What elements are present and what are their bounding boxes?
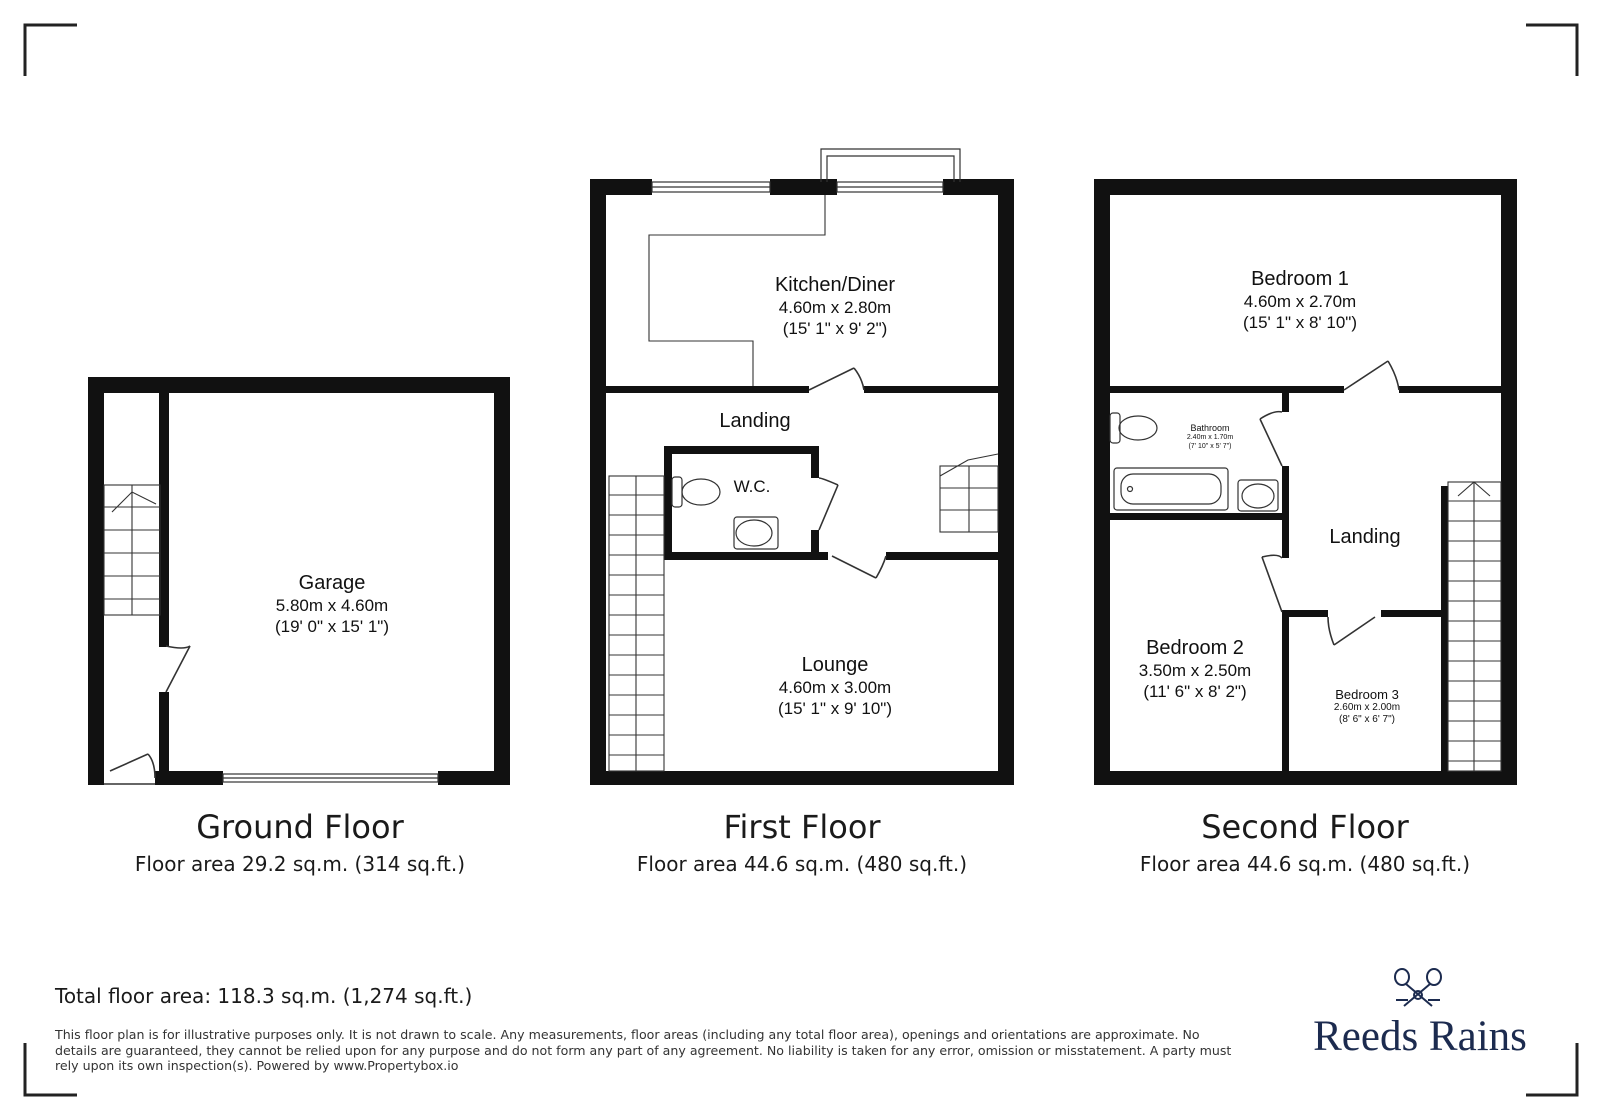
second-floor-doors — [1260, 361, 1399, 645]
room-size-metric: 4.60m x 2.80m — [778, 298, 892, 317]
second-stairs — [1448, 482, 1501, 771]
room-size-imperial: (15' 1" x 8' 10") — [1242, 313, 1357, 332]
total-floor-area: Total floor area: 118.3 sq.m. (1,274 sq.ft.) — [55, 984, 473, 1008]
room-name: Garage — [298, 572, 366, 594]
room-size-imperial: (7' 10" x 5' 7") — [1188, 443, 1232, 450]
room-name: Bathroom — [1190, 423, 1230, 433]
room-size-imperial: (19' 0" x 15' 1") — [274, 617, 389, 636]
room-size-metric: 4.60m x 2.70m — [1243, 292, 1357, 311]
room-label-garage — [232, 572, 432, 637]
front-door — [104, 754, 155, 784]
room-label-bathroom — [1170, 424, 1250, 451]
room-name: Bedroom 3 — [1335, 687, 1399, 702]
room-label-landing-2: Landing — [1329, 526, 1401, 548]
room-size-metric: 3.50m x 2.50m — [1138, 661, 1252, 680]
crossed-keys-icon — [1395, 969, 1441, 1006]
room-name: Bedroom 1 — [1251, 268, 1349, 290]
first-stairs-right — [940, 454, 998, 532]
room-size-metric: 5.80m x 4.60m — [275, 596, 389, 615]
room-size-metric: 2.40m x 1.70m — [1186, 434, 1234, 441]
room-name: Kitchen/Diner — [774, 274, 896, 296]
room-label-landing: Landing — [719, 410, 791, 432]
room-label-bedroom-2 — [1120, 637, 1270, 702]
first-stairs-left — [609, 476, 664, 771]
room-size-imperial: (8' 6" x 6' 7") — [1339, 714, 1395, 725]
room-label-bedroom-3 — [1313, 687, 1421, 726]
ground-stairs — [104, 485, 160, 615]
floor-area-first: Floor area 44.6 sq.m. (480 sq.ft.) — [636, 852, 968, 876]
room-name: Lounge — [801, 654, 869, 676]
floor-area-second: Floor area 44.6 sq.m. (480 sq.ft.) — [1139, 852, 1471, 876]
garage-internal-door — [166, 646, 190, 692]
room-label-wc: W.C. — [733, 477, 771, 496]
room-name: Bedroom 2 — [1146, 637, 1244, 659]
floor-title-first: First Floor — [723, 808, 881, 846]
room-size-metric: 4.60m x 3.00m — [778, 678, 892, 697]
room-label-bedroom-1 — [1200, 268, 1400, 333]
floor-title-second: Second Floor — [1201, 808, 1409, 846]
floor-area-ground: Floor area 29.2 sq.m. (314 sq.ft.) — [134, 852, 466, 876]
room-size-imperial: (15' 1" x 9' 10") — [777, 699, 892, 718]
room-size-imperial: (15' 1" x 9' 2") — [782, 319, 888, 338]
first-floor-doors — [809, 368, 886, 578]
floor-title-ground: Ground Floor — [196, 808, 404, 846]
room-size-imperial: (11' 6" x 8' 2") — [1143, 682, 1247, 701]
room-label-lounge — [735, 654, 935, 719]
room-size-metric: 2.60m x 2.00m — [1333, 702, 1401, 713]
room-label-kitchen-diner — [735, 274, 935, 339]
disclaimer-text: This floor plan is for illustrative purposes only. It is not drawn to scale. Any measurements, floor areas (including any total floor area), openings and orientations are approximate. No details are guaranteed, they cannot be relied upon for any purpose and do not form any part of any agreement. No liability is taken for any error, omission or misstatement. A party must rely upon its own inspection(s). Powered by www.Propertybox.io — [55, 1027, 1232, 1073]
brand-logo-text: Reeds Rains — [1313, 1013, 1527, 1060]
garage-door — [223, 774, 438, 782]
